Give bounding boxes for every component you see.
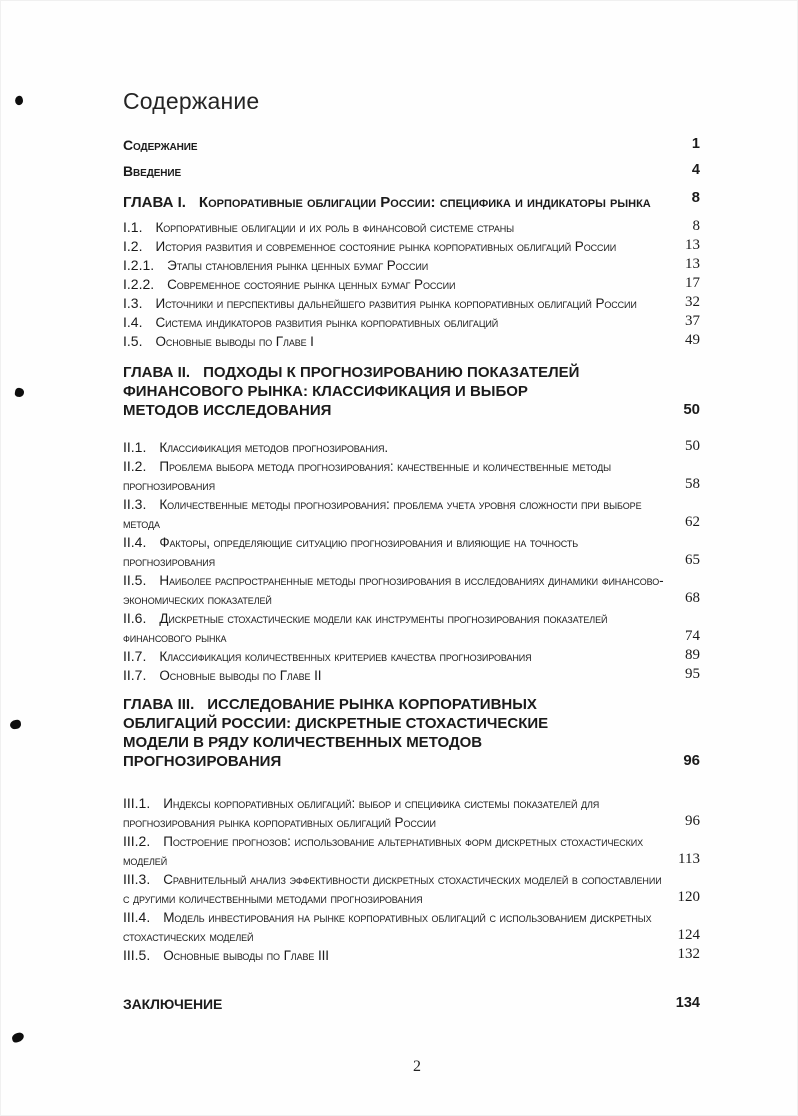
toc-entry (123, 908, 700, 946)
ink-speck (14, 387, 24, 397)
toc-entry-prefix: I.3. (123, 295, 143, 311)
toc-entry-prefix: I.5. (123, 333, 143, 349)
toc-entry-page-number: 120 (677, 889, 700, 905)
toc-entry-label: ПОДХОДЫ К ПРОГНОЗИРОВАНИЮ ПОКАЗАТЕЛЕЙ ФИНАНСОВОГО РЫНКА: КЛАССИФИКАЦИЯ И ВЫБОР МЕТОДОВ ИССЛЕДОВАНИЯ (123, 364, 580, 419)
toc-entry-page-number: 58 (685, 476, 700, 492)
toc-entry-label: Основные выводы по Главе II (159, 668, 322, 683)
toc-entry-prefix: I.1. (123, 219, 143, 235)
page-title: Содержание (123, 88, 260, 114)
toc-entry-prefix: I.2. (123, 238, 143, 254)
toc-entry-page-number: 8 (692, 218, 700, 234)
toc-entry (123, 136, 700, 155)
toc-entry (123, 332, 700, 351)
toc-entry-label: Этапы становления рынка ценных бумаг России (167, 258, 429, 273)
toc-entry-prefix: II.5. (123, 572, 147, 588)
toc-entry-label: Построение прогнозов: использование альтернативных форм дискретных стохастических моделей (123, 834, 644, 868)
toc-entry (123, 533, 700, 571)
toc-entry-label: Дискретные стохастические модели как инструменты прогнозирования показателей финансового рынка (123, 611, 608, 645)
toc-entry-label: Проблема выбора метода прогнозирования: качественные и количественные методы прогнозирования (123, 459, 612, 493)
toc-entry (123, 946, 700, 965)
toc-entry-label: Сравнительный анализ эффективности дискретных стохастических моделей в сопоставлении с другими количественными методами прогнозирования (123, 872, 662, 906)
toc-entry-prefix: I.2.2. (123, 276, 155, 292)
toc-entry-label: Современное состояние рынка ценных бумаг России (167, 277, 456, 292)
toc-entry-label: Введение (123, 163, 182, 179)
toc-entry-page-number: 96 (683, 752, 700, 769)
toc-entry (123, 256, 700, 275)
toc-entry-prefix: ГЛАВА I. (123, 194, 186, 211)
toc-entry (123, 162, 700, 181)
toc-entry (123, 457, 700, 495)
toc-entry-label: Факторы, определяющие ситуацию прогнозирования и влияющие на точность прогнозирования (123, 535, 579, 569)
toc-entry (123, 609, 700, 647)
toc-entry (123, 237, 700, 256)
toc-entry-page-number: 132 (677, 946, 700, 962)
toc-entry-label: Корпоративные облигации и их роль в финансовой системе страны (155, 220, 514, 235)
toc-entry (123, 870, 700, 908)
toc-entry-page-number: 65 (685, 552, 700, 568)
toc-entry-page-number: 113 (678, 851, 700, 867)
toc-entry-page-number: 62 (685, 514, 700, 530)
toc-entry-prefix: II.3. (123, 496, 147, 512)
toc-entry-prefix: III.2. (123, 833, 151, 849)
toc-entry-label: Основные выводы по Главе I (155, 334, 314, 349)
toc-entry-page-number: 17 (685, 275, 700, 291)
toc-entry-page-number: 50 (685, 438, 700, 454)
toc-entry-page-number: 4 (691, 162, 700, 178)
toc-entry-label: Источники и перспективы дальнейшего развития рынка корпоративных облигаций России (155, 296, 637, 311)
toc-entry-label: Индексы корпоративных облигаций: выбор и специфика системы показателей для прогнозирования рынка корпоративных облигаций России (123, 796, 600, 830)
toc-entry-prefix: ГЛАВА II. (123, 364, 191, 381)
toc-entry (123, 695, 700, 771)
toc-entry-page-number: 89 (685, 647, 700, 663)
toc-entry (123, 363, 700, 420)
toc-entry-page-number: 124 (677, 927, 700, 943)
toc-entry-prefix: I.2.1. (123, 257, 155, 273)
toc-entry-label: ИССЛЕДОВАНИЕ РЫНКА КОРПОРАТИВНЫХ ОБЛИГАЦИЙ РОССИИ: ДИСКРЕТНЫЕ СТОХАСТИЧЕСКИЕ МОДЕЛИ В РЯДУ КОЛИЧЕСТВЕННЫХ МЕТОДОВ ПРОГНОЗИРОВАНИЯ (123, 696, 549, 770)
toc-entry (123, 571, 700, 609)
toc-entry-label: Классификация методов прогнозирования. (159, 440, 389, 455)
toc-entry-page-number: 13 (685, 256, 700, 272)
toc-content (123, 86, 700, 1021)
toc-entry (123, 218, 700, 237)
toc-entry-page-number: 49 (685, 332, 700, 348)
toc-entry (123, 275, 700, 294)
toc-entry-page-number: 1 (691, 136, 700, 152)
toc-entry-prefix: III.5. (123, 947, 151, 963)
toc-entry (123, 495, 700, 533)
toc-entry-prefix: II.6. (123, 610, 147, 626)
toc-entry-label: ЗАКЛЮЧЕНИЕ (123, 996, 223, 1012)
toc-entry-label: Содержание (123, 137, 198, 153)
toc-entry-prefix: II.4. (123, 534, 147, 550)
toc-entry-page-number: 8 (691, 189, 700, 206)
toc-entry (123, 313, 700, 332)
toc-entry (123, 832, 700, 870)
toc-entry-page-number: 96 (685, 813, 700, 829)
toc-entry-page-number: 134 (675, 995, 700, 1011)
toc-entry-prefix: III.4. (123, 909, 151, 925)
toc-entry-label: Основные выводы по Главе III (163, 948, 329, 963)
toc-entry (123, 294, 700, 313)
toc-entry-prefix: II.2. (123, 458, 147, 474)
toc-entry (123, 189, 700, 216)
toc-entry-label: Количественные методы прогнозирования: проблема учета уровня сложности при выборе метода (123, 497, 642, 531)
toc-entry (123, 647, 700, 666)
toc-entry-prefix: II.7. (123, 648, 147, 664)
toc-entry-prefix: III.3. (123, 871, 151, 887)
toc-entry-label: История развития и современное состояние рынка корпоративных облигаций России (155, 239, 617, 254)
toc-entry (123, 995, 700, 1014)
toc-entry-page-number: 13 (685, 237, 700, 253)
ink-speck (11, 1032, 25, 1044)
toc-entry (123, 666, 700, 685)
ink-speck (9, 719, 21, 729)
toc-entry-prefix: II.7. (123, 667, 147, 683)
toc-entry-label: Классификация количественных критериев качества прогнозирования (159, 649, 532, 664)
toc-entry (123, 438, 700, 457)
toc-entry-page-number: 37 (685, 313, 700, 329)
page-number-footer: 2 (413, 1058, 421, 1075)
ink-speck (14, 95, 24, 106)
toc-entry-prefix: ГЛАВА III. (123, 696, 195, 713)
toc-entry (123, 794, 700, 832)
toc-entry-page-number: 74 (685, 628, 700, 644)
toc-entry-label: Наиболее распространенные методы прогнозирования в исследованиях динамики финансово-экономических показателей (123, 573, 664, 607)
toc-entry-page-number: 68 (685, 590, 700, 606)
toc-entry-page-number: 50 (683, 401, 700, 418)
toc-entry-label: Система индикаторов развития рынка корпоративных облигаций (155, 315, 499, 330)
toc-entry-prefix: I.4. (123, 314, 143, 330)
toc-entry-label: Корпоративные облигации России: специфика и индикаторы рынка (198, 194, 651, 211)
toc-entry-prefix: III.1. (123, 795, 151, 811)
toc-entry-page-number: 32 (685, 294, 700, 310)
toc-entry-label: Модель инвестирования на рынке корпоративных облигаций с использованием дискретных стохастических моделей (123, 910, 652, 944)
toc-entry-page-number: 95 (685, 666, 700, 682)
toc-entry-prefix: II.1. (123, 439, 147, 455)
